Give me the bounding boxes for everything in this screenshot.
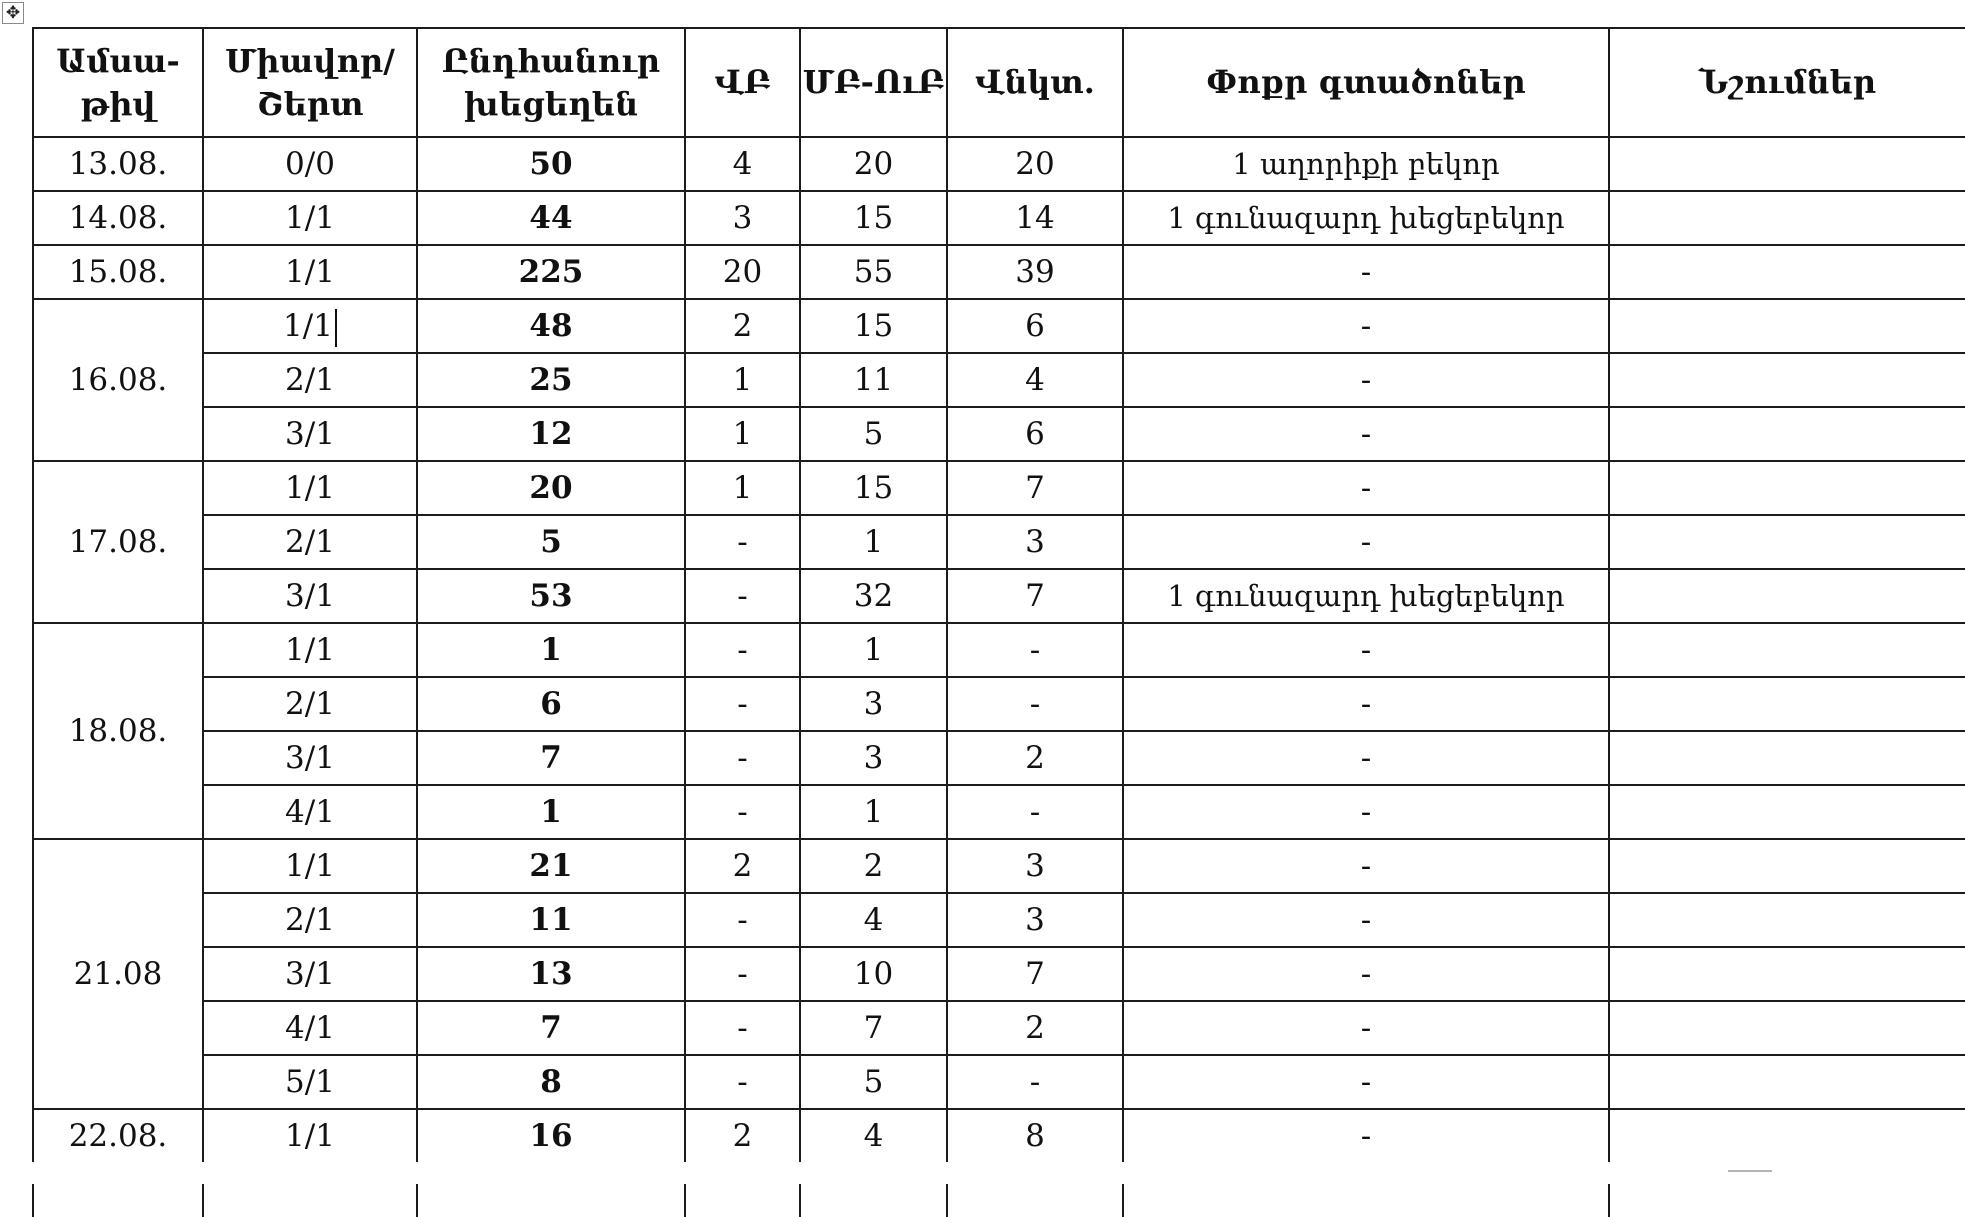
mb-cell[interactable]: 11 xyxy=(800,353,947,407)
unit-cell[interactable]: 2/1 xyxy=(203,893,417,947)
mb-cell[interactable]: 2 xyxy=(800,839,947,893)
table-row xyxy=(33,839,1965,893)
table-row xyxy=(33,137,1965,191)
notes-cell[interactable] xyxy=(1609,677,1965,731)
vnkt-cell[interactable]: 8 xyxy=(947,1109,1123,1163)
vb-cell[interactable]: - xyxy=(685,515,800,569)
notes-cell[interactable] xyxy=(1609,569,1965,623)
table-row xyxy=(33,1001,1965,1055)
total-cell[interactable]: 1 xyxy=(417,623,685,677)
finds-cell[interactable]: - xyxy=(1123,947,1609,1001)
notes-cell[interactable] xyxy=(1609,191,1965,245)
mb-cell[interactable]: 1 xyxy=(800,515,947,569)
total-cell[interactable]: 53 xyxy=(417,569,685,623)
total-cell[interactable]: 225 xyxy=(417,245,685,299)
finds-cell[interactable]: - xyxy=(1123,893,1609,947)
mb-cell[interactable]: 1 xyxy=(800,785,947,839)
table-row xyxy=(33,1055,1965,1109)
table-row xyxy=(33,461,1965,515)
vb-cell[interactable]: - xyxy=(685,623,800,677)
total-cell[interactable]: 5 xyxy=(417,515,685,569)
scroll-indicator xyxy=(1728,1170,1772,1172)
table-row xyxy=(33,731,1965,785)
table-row xyxy=(33,407,1965,461)
notes-cell[interactable] xyxy=(1609,893,1965,947)
vnkt-cell[interactable]: 2 xyxy=(947,1001,1123,1055)
notes-cell[interactable] xyxy=(1609,623,1965,677)
finds-cell[interactable]: - xyxy=(1123,299,1609,353)
vb-cell[interactable]: 20 xyxy=(685,245,800,299)
finds-cell[interactable]: 1 գունազարդ խեցեբեկոր xyxy=(1123,191,1609,245)
total-cell[interactable]: 11 xyxy=(417,893,685,947)
header-small-finds: Փոքր գտածոներ xyxy=(1123,28,1609,137)
vnkt-cell[interactable]: 4 xyxy=(947,353,1123,407)
vb-cell[interactable]: 1 xyxy=(685,407,800,461)
notes-cell[interactable] xyxy=(1609,407,1965,461)
header-unit-layer: Միավոր/ Շերտ xyxy=(203,28,417,137)
notes-cell[interactable] xyxy=(1609,947,1965,1001)
table-row xyxy=(33,245,1965,299)
finds-cell[interactable]: 1 աղորիքի բեկոր xyxy=(1123,137,1609,191)
total-cell[interactable]: 21 xyxy=(417,839,685,893)
table-row xyxy=(33,353,1965,407)
vnkt-cell[interactable]: 2 xyxy=(947,731,1123,785)
vnkt-cell[interactable]: - xyxy=(947,1055,1123,1109)
notes-cell[interactable] xyxy=(1609,299,1965,353)
vb-cell[interactable]: 3 xyxy=(685,191,800,245)
vnkt-cell[interactable]: - xyxy=(947,677,1123,731)
vb-cell[interactable]: - xyxy=(685,893,800,947)
header-total-pottery: Ընդհանուր խեցեղեն xyxy=(417,28,685,137)
vb-cell[interactable]: - xyxy=(685,785,800,839)
finds-cell[interactable]: 1 գունազարդ խեցեբեկոր xyxy=(1123,569,1609,623)
total-cell[interactable]: 20 xyxy=(417,461,685,515)
mb-cell[interactable]: 5 xyxy=(800,407,947,461)
total-cell[interactable]: 50 xyxy=(417,137,685,191)
unit-cell[interactable]: 3/1 xyxy=(203,731,417,785)
unit-cell[interactable]: 2/1 xyxy=(203,677,417,731)
date-cell[interactable]: 13.08. xyxy=(33,137,203,191)
vnkt-cell[interactable]: 6 xyxy=(947,299,1123,353)
total-cell[interactable]: 25 xyxy=(417,353,685,407)
vnkt-cell[interactable]: 14 xyxy=(947,191,1123,245)
header-mb-ub: ՄԲ-ՈւԲ xyxy=(800,28,947,137)
vb-cell[interactable]: 2 xyxy=(685,299,800,353)
unit-cell[interactable]: 5/1 xyxy=(203,1055,417,1109)
vb-cell[interactable]: 2 xyxy=(685,1109,800,1163)
notes-cell[interactable] xyxy=(1609,1109,1965,1163)
finds-cell[interactable]: - xyxy=(1123,839,1609,893)
table-move-handle-icon[interactable]: ✥ xyxy=(2,2,24,24)
unit-cell[interactable]: 3/1 xyxy=(203,407,417,461)
unit-cell[interactable]: 1/1 xyxy=(203,461,417,515)
date-cell[interactable]: 22.08. xyxy=(33,1109,203,1163)
vnkt-cell[interactable]: 7 xyxy=(947,947,1123,1001)
vnkt-cell[interactable]: 20 xyxy=(947,137,1123,191)
date-cell[interactable]: 17.08. xyxy=(33,461,203,623)
mb-cell[interactable]: 55 xyxy=(800,245,947,299)
vb-cell[interactable]: 2 xyxy=(685,839,800,893)
vb-cell[interactable]: 4 xyxy=(685,137,800,191)
table-row xyxy=(33,677,1965,731)
finds-cell[interactable]: - xyxy=(1123,353,1609,407)
mb-cell[interactable]: 5 xyxy=(800,1055,947,1109)
date-cell[interactable]: 14.08. xyxy=(33,191,203,245)
unit-cell[interactable]: 1/1 xyxy=(203,1109,417,1163)
vb-cell[interactable]: - xyxy=(685,947,800,1001)
total-cell[interactable]: 16 xyxy=(417,1109,685,1163)
total-cell[interactable]: 13 xyxy=(417,947,685,1001)
unit-cell[interactable]: 1/1 xyxy=(203,839,417,893)
finds-cell[interactable]: - xyxy=(1123,1109,1609,1163)
total-cell[interactable]: 44 xyxy=(417,191,685,245)
table-row xyxy=(33,893,1965,947)
vnkt-cell[interactable]: 3 xyxy=(947,893,1123,947)
finds-cell[interactable]: - xyxy=(1123,731,1609,785)
finds-cell[interactable]: - xyxy=(1123,245,1609,299)
date-cell[interactable]: 21.08 xyxy=(33,839,203,1109)
total-cell[interactable]: 7 xyxy=(417,1001,685,1055)
notes-cell[interactable] xyxy=(1609,731,1965,785)
table-row xyxy=(33,1109,1965,1163)
header-date: Ամսա-թիվ xyxy=(33,28,203,137)
notes-cell[interactable] xyxy=(1609,137,1965,191)
date-cell[interactable]: 16.08. xyxy=(33,299,203,461)
text-cursor xyxy=(335,309,337,347)
vb-cell[interactable]: 1 xyxy=(685,353,800,407)
notes-cell[interactable] xyxy=(1609,515,1965,569)
notes-cell[interactable] xyxy=(1609,785,1965,839)
table-row xyxy=(33,947,1965,1001)
unit-cell-text: 1/1 xyxy=(283,308,333,344)
notes-cell[interactable] xyxy=(1609,353,1965,407)
finds-cell[interactable]: - xyxy=(1123,1055,1609,1109)
vnkt-cell[interactable]: 3 xyxy=(947,839,1123,893)
unit-cell[interactable]: 3/1 xyxy=(203,947,417,1001)
total-cell[interactable]: 48 xyxy=(417,299,685,353)
vnkt-cell[interactable]: 6 xyxy=(947,407,1123,461)
vb-cell[interactable]: - xyxy=(685,569,800,623)
mb-cell[interactable]: 15 xyxy=(800,299,947,353)
mb-cell[interactable]: 3 xyxy=(800,731,947,785)
vnkt-cell[interactable]: - xyxy=(947,623,1123,677)
notes-cell[interactable] xyxy=(1609,1055,1965,1109)
vb-cell[interactable]: - xyxy=(685,1001,800,1055)
table-row xyxy=(33,515,1965,569)
vnkt-cell[interactable]: 3 xyxy=(947,515,1123,569)
mb-cell[interactable]: 15 xyxy=(800,461,947,515)
unit-cell[interactable]: 1/1 xyxy=(203,191,417,245)
header-vnkt: Վնկտ. xyxy=(947,28,1123,137)
mb-cell[interactable]: 15 xyxy=(800,191,947,245)
finds-cell[interactable]: - xyxy=(1123,407,1609,461)
unit-cell[interactable]: 4/1 xyxy=(203,1001,417,1055)
unit-cell[interactable]: 1/1 xyxy=(203,623,417,677)
unit-cell[interactable]: 2/1 xyxy=(203,353,417,407)
vnkt-cell[interactable]: 7 xyxy=(947,569,1123,623)
finds-cell[interactable]: - xyxy=(1123,623,1609,677)
excavation-table xyxy=(32,27,1965,1217)
notes-cell[interactable] xyxy=(1609,839,1965,893)
mb-cell[interactable]: 1 xyxy=(800,623,947,677)
notes-cell[interactable] xyxy=(1609,1001,1965,1055)
table-row xyxy=(33,191,1965,245)
mb-cell[interactable]: 4 xyxy=(800,893,947,947)
date-cell[interactable]: 15.08. xyxy=(33,245,203,299)
mb-cell[interactable]: 4 xyxy=(800,1109,947,1163)
unit-cell[interactable]: 2/1 xyxy=(203,515,417,569)
notes-cell[interactable] xyxy=(1609,245,1965,299)
mb-cell[interactable]: 10 xyxy=(800,947,947,1001)
total-cell[interactable]: 6 xyxy=(417,677,685,731)
unit-cell[interactable] xyxy=(203,299,417,353)
mb-cell[interactable]: 20 xyxy=(800,137,947,191)
unit-cell[interactable]: 4/1 xyxy=(203,785,417,839)
page-bottom-edge xyxy=(0,1162,1965,1184)
total-cell[interactable]: 8 xyxy=(417,1055,685,1109)
table-row xyxy=(33,623,1965,677)
finds-cell[interactable]: - xyxy=(1123,461,1609,515)
header-notes: Նշումներ xyxy=(1609,28,1965,137)
finds-cell[interactable]: - xyxy=(1123,515,1609,569)
table-row xyxy=(33,785,1965,839)
mb-cell[interactable]: 3 xyxy=(800,677,947,731)
table-row xyxy=(33,299,1965,353)
finds-cell[interactable]: - xyxy=(1123,785,1609,839)
vb-cell[interactable]: - xyxy=(685,1055,800,1109)
vb-cell[interactable]: - xyxy=(685,731,800,785)
table-header-row xyxy=(33,28,1965,137)
vnkt-cell[interactable]: 39 xyxy=(947,245,1123,299)
date-cell[interactable]: 18.08. xyxy=(33,623,203,839)
mb-cell[interactable]: 32 xyxy=(800,569,947,623)
vnkt-cell[interactable]: 7 xyxy=(947,461,1123,515)
mb-cell[interactable]: 7 xyxy=(800,1001,947,1055)
vb-cell[interactable]: 1 xyxy=(685,461,800,515)
finds-cell[interactable]: - xyxy=(1123,677,1609,731)
vnkt-cell[interactable]: - xyxy=(947,785,1123,839)
unit-cell[interactable]: 1/1 xyxy=(203,245,417,299)
total-cell[interactable]: 12 xyxy=(417,407,685,461)
total-cell[interactable]: 1 xyxy=(417,785,685,839)
unit-cell[interactable]: 0/0 xyxy=(203,137,417,191)
table-row xyxy=(33,569,1965,623)
notes-cell[interactable] xyxy=(1609,461,1965,515)
finds-cell[interactable]: - xyxy=(1123,1001,1609,1055)
header-vb: ՎԲ xyxy=(685,28,800,137)
vb-cell[interactable]: - xyxy=(685,677,800,731)
total-cell[interactable]: 7 xyxy=(417,731,685,785)
unit-cell[interactable]: 3/1 xyxy=(203,569,417,623)
